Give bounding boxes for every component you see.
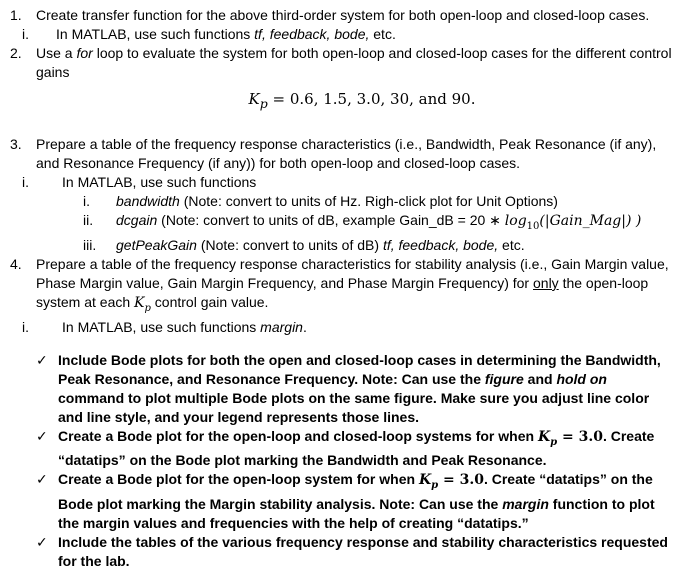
check-item-1 [8, 351, 676, 427]
check-text: Include Bode plots for both the open and closed-loop cases in determining the Bandwidth, Peak Resonance, and Resonance Frequency. Note: Can use the [58, 351, 661, 387]
check-item-2 [8, 427, 676, 471]
list-item-1-sub-i [8, 25, 676, 44]
function-bandwidth: bandwidth [116, 193, 180, 209]
math-k-sub: p [144, 302, 151, 314]
math-eq: = 3.0 [438, 472, 484, 489]
list-item-3 [8, 135, 676, 173]
list-item-4 [8, 255, 676, 318]
checkmark-icon: ✓ [36, 534, 48, 551]
underlined-only: only [533, 274, 559, 291]
check-text: . Create “datatips” on the Bode plot marking the Bandwidth and Peak Resonance. [58, 427, 655, 469]
item-number: 1. [10, 7, 22, 23]
keyword-figure: figure [484, 370, 524, 387]
item-text: Prepare a table of the frequency response characteristics (i.e., Bandwidth, Peak Resonance (if any), and Resonance Frequency (if any)) for both open-loop and closed-loop cases. [36, 136, 657, 171]
checkmark-icon: ✓ [36, 471, 48, 488]
math-k-sub: p [431, 480, 439, 492]
function-getpeakgain: getPeakGain [116, 236, 197, 253]
item-text-tail: control gain value. [150, 293, 269, 310]
list-item-1 [8, 6, 676, 25]
item-text: Use a [36, 45, 77, 61]
check-item-3 [8, 470, 676, 533]
keyword-margin: margin [502, 496, 549, 513]
item-number: 3. [10, 136, 22, 152]
check-text: and [523, 370, 557, 387]
checkmark-icon: ✓ [36, 427, 48, 444]
item-text: Create transfer function for the above third-order system for both open-loop and closed-loop cases. [36, 7, 650, 23]
sub-text-tail: etc. [369, 26, 396, 42]
check-item-4 [8, 533, 676, 571]
note-text: (Note: convert to units of dB) [196, 236, 383, 253]
keyword-for: for [76, 45, 93, 61]
item-number: 4. [10, 255, 22, 272]
list-item-3-sub-i [8, 173, 676, 192]
roman-numeral: i. [22, 174, 29, 190]
sub-text: In MATLAB, use such functions [62, 174, 257, 190]
keyword-hold-on: hold on [556, 370, 607, 387]
math-eq: = 3.0 [557, 428, 603, 445]
list-item-3-subsub-iii [8, 236, 676, 255]
check-text: Create a Bode plot for the open-loop and closed-loop systems for when [58, 427, 538, 444]
math-k-sub: p [550, 436, 558, 448]
check-text: command to plot multiple Bode plots on the same figure. Make sure you adjust line color and line style, and your legend represents those lines. [58, 389, 650, 425]
item-text-mid: the open-loop system at each [36, 274, 649, 310]
note-text: (Note: convert to units of Hz. Righ-click plot for Unit Options) [179, 193, 558, 209]
math-k: K [537, 428, 551, 445]
roman-numeral: i. [83, 193, 90, 209]
formula-values: = 0.6, 1.5, 3.0, 30, and 90. [267, 90, 476, 108]
item-number: 2. [10, 45, 22, 61]
check-text: . Create “datatips” on the Bode plot marking the Margin stability analysis. Note: Can use the [58, 471, 653, 513]
formula-k-sub: p [259, 96, 268, 111]
sub-text-tail: . [302, 318, 307, 335]
note-tail: etc. [498, 236, 525, 253]
item-text-tail: loop to evaluate the system for both open-loop and closed-loop cases for the different control gains [36, 45, 672, 80]
sub-text: In MATLAB, use such functions [56, 26, 255, 42]
list-item-3-subsub-ii [8, 211, 676, 236]
requirements-checklist [8, 351, 676, 571]
roman-numeral: iii. [83, 236, 97, 253]
item-text: Prepare a table of the frequency response characteristics for stability analysis (i.e., Gain Margin value, Phase Margin value, Gain Margin Frequency, and Phase Margin Frequency) for [36, 255, 669, 291]
roman-numeral: i. [22, 26, 29, 42]
note-text: (Note: convert to units of dB, example Gain_dB = 20 ∗ [157, 212, 505, 228]
list-item-2 [8, 44, 676, 82]
function-dcgain: dcgain [116, 212, 158, 228]
list-item-4-sub-i [8, 318, 676, 337]
formula-k: K [248, 90, 260, 108]
check-text: function to plot the margin values and frequencies with the help of creating “datatips.” [58, 496, 655, 532]
gain-formula [8, 90, 676, 113]
check-text: Create a Bode plot for the open-loop system for when [58, 471, 419, 488]
math-log: log [504, 213, 527, 229]
list-item-3-subsub-i [8, 192, 676, 211]
math-k: K [418, 472, 432, 489]
function-names: tf, feedback, bode, [254, 26, 370, 42]
roman-numeral: i. [22, 318, 29, 335]
checkmark-icon: ✓ [36, 351, 48, 368]
sub-text: In MATLAB, use such functions [62, 318, 261, 335]
roman-numeral: ii. [83, 212, 94, 228]
math-k: K [134, 294, 145, 311]
math-log-base: 10 [526, 220, 540, 232]
math-tail: (|Gain_Mag|) ) [539, 213, 642, 229]
function-margin: margin [260, 318, 303, 335]
function-names: tf, feedback, bode, [382, 236, 499, 253]
check-text: Include the tables of the various frequency response and stability characteristics requested for the lab. [58, 534, 668, 570]
